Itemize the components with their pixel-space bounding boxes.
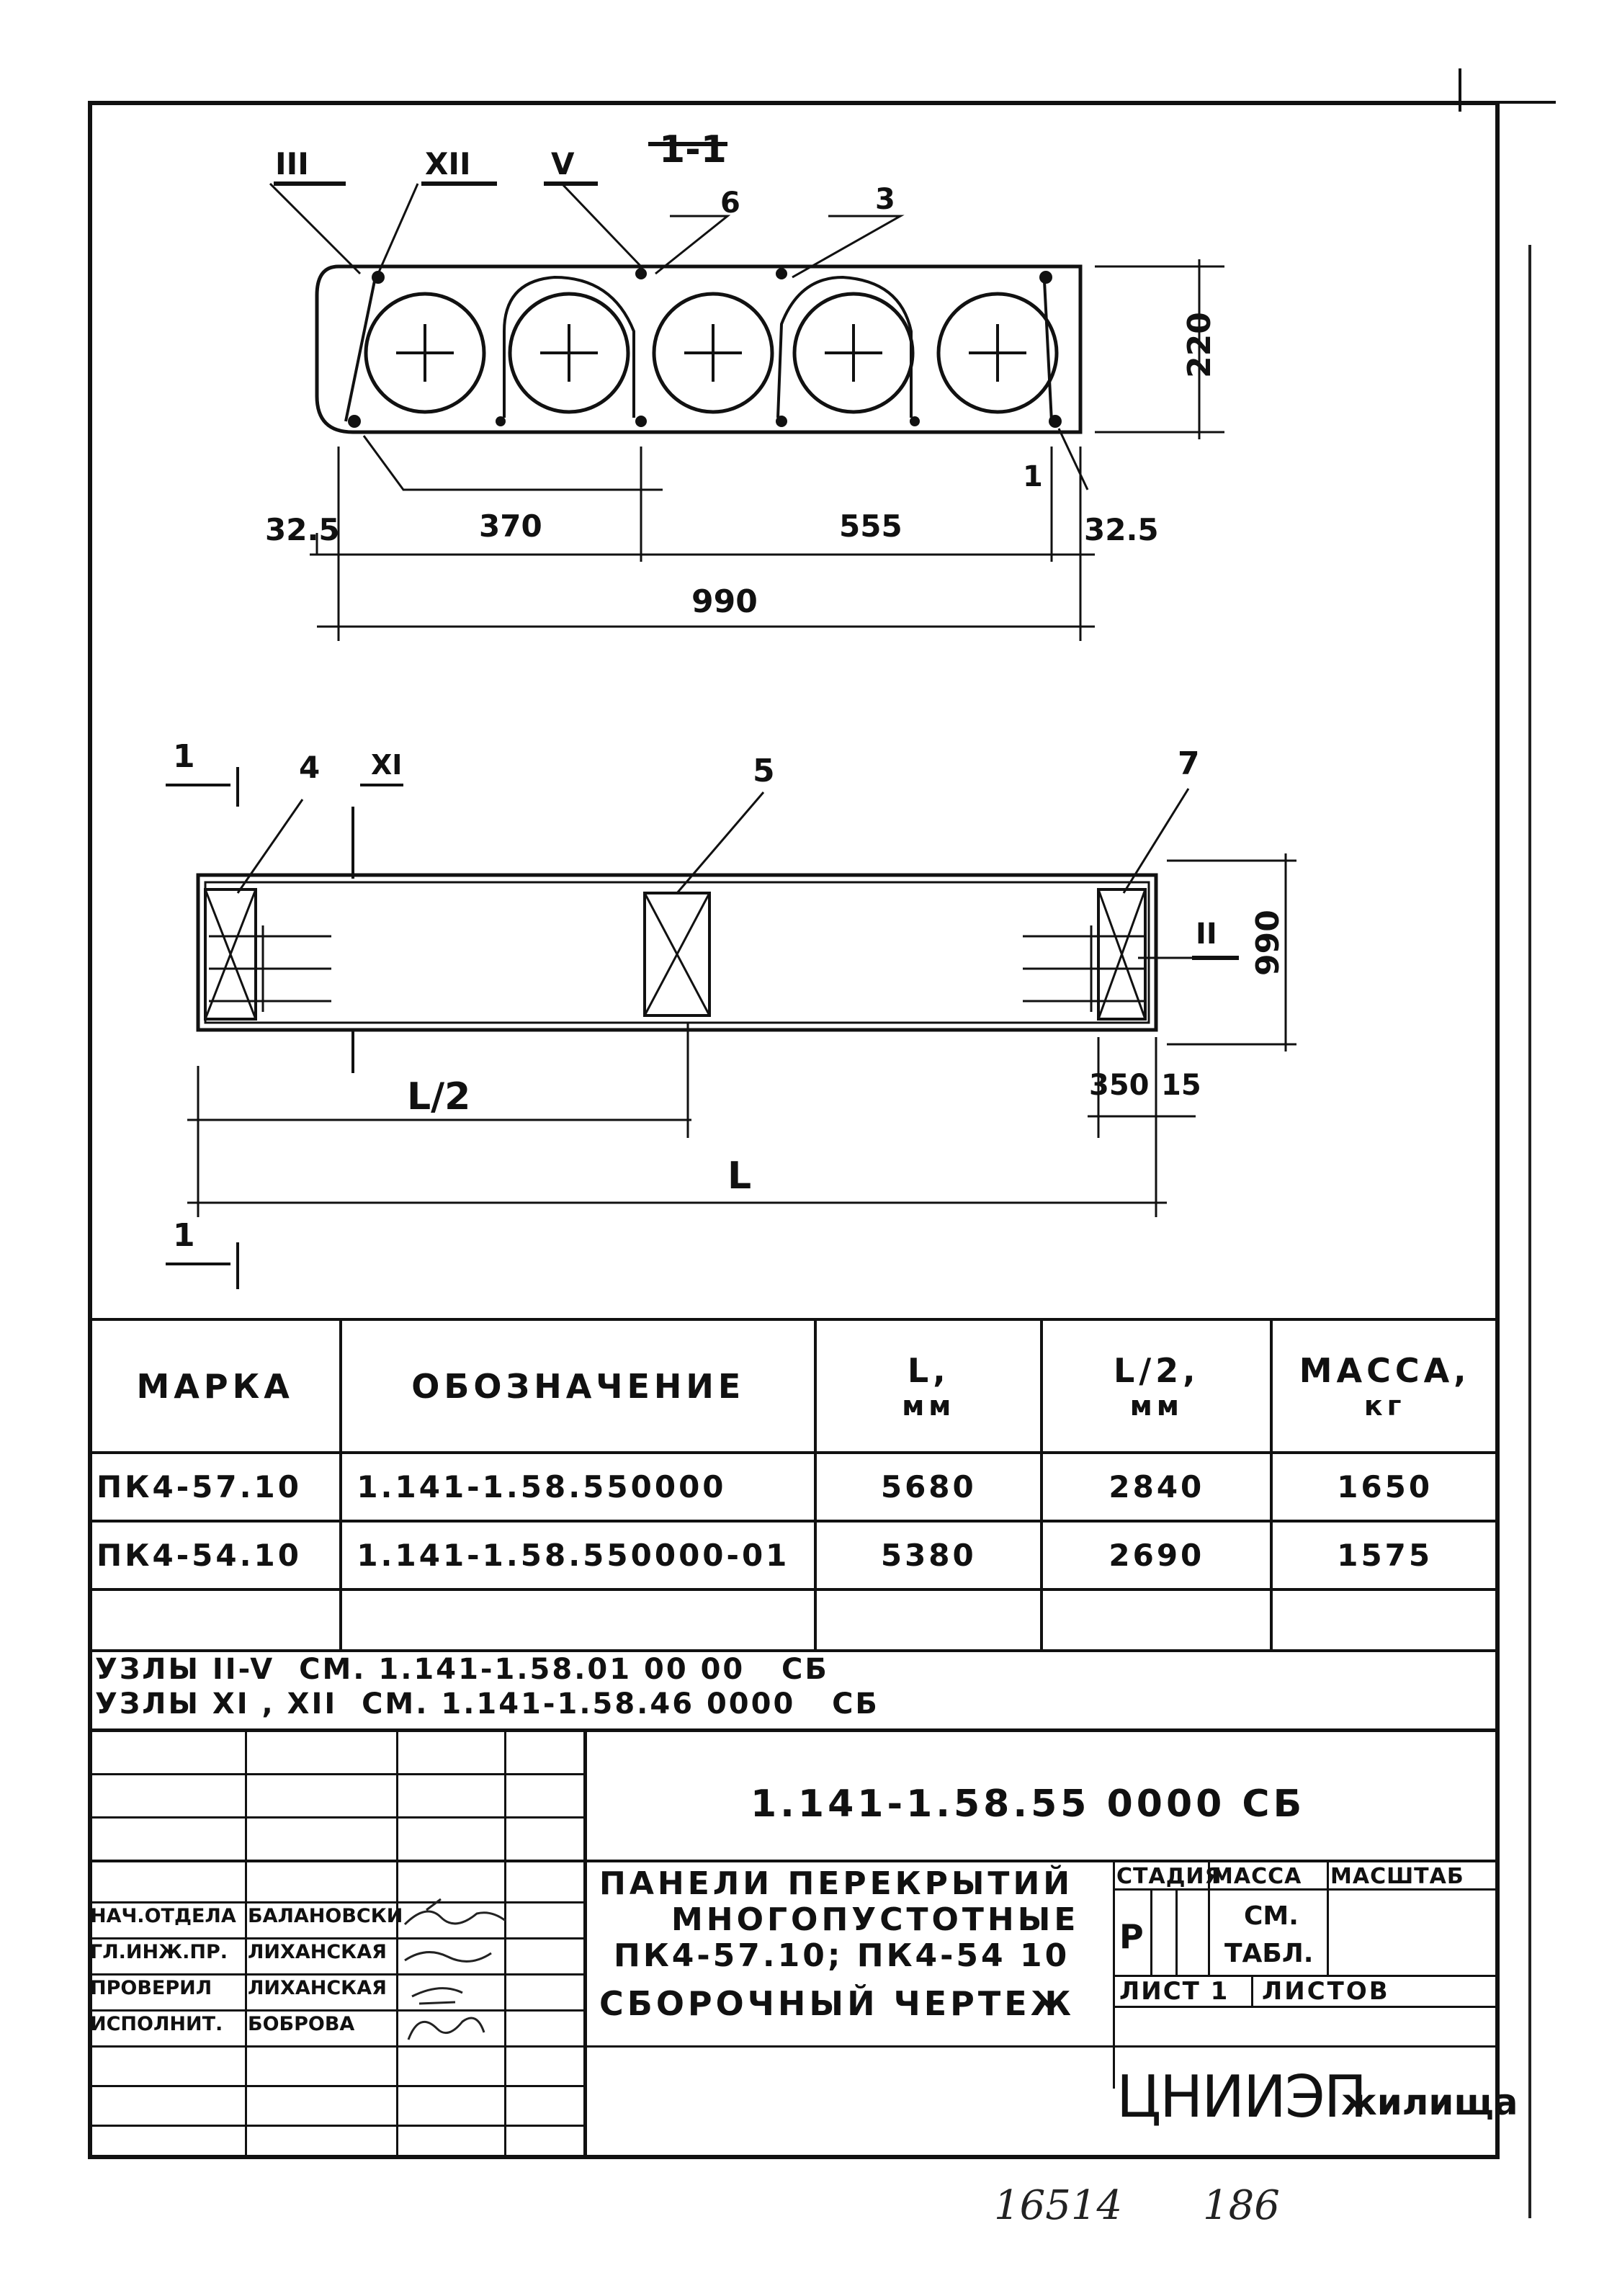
callout-1: 1: [1023, 460, 1043, 493]
dim-height: 220: [1181, 312, 1218, 378]
staff-name: БОБРОВА: [248, 2013, 355, 2035]
handwritten-number-left: 16514: [994, 2182, 1123, 2229]
header-length: [815, 1319, 1042, 1453]
title-line-4: СБОРОЧНЫЙ ЧЕРТЕЖ: [599, 1984, 1075, 2023]
row-designation: 1.141-1.58.550000: [341, 1453, 815, 1521]
spec-table: [88, 1318, 1500, 1652]
header-length-unit: мм: [902, 1389, 956, 1422]
title-line-3: ПК4-57.10; ПК4-54 10: [614, 1937, 1070, 1974]
tb-top-border: [88, 1728, 1500, 1732]
row-designation: 1.141-1.58.550000-01: [341, 1521, 815, 1589]
mass-value-line-2: ТАБЛ.: [1224, 1939, 1314, 1968]
sheet-label: ЛИСТ 1: [1119, 1977, 1229, 2006]
cut-mark-bottom: 1: [173, 1217, 195, 1254]
dim-left: 370: [479, 508, 542, 544]
header-half-unit: мм: [1129, 1389, 1183, 1422]
row-mass: 1575: [1271, 1521, 1498, 1589]
org-logo: ЦНИИЭП: [1116, 2063, 1366, 2130]
dim-edge-left: 32.5: [265, 512, 340, 547]
handwritten-number-right: 186: [1203, 2182, 1280, 2229]
staff-name: ЛИХАНСКАЯ: [248, 1977, 387, 1999]
plan-texts: [173, 738, 1286, 1254]
staff-role: НАЧ.ОТДЕЛА: [90, 1905, 236, 1927]
plan-view: [166, 767, 1296, 1289]
section-title: 1-1: [659, 128, 727, 171]
callout-xi: XI: [371, 749, 403, 781]
note-nodes-xi-xii: УЗЛЫ XI , XII СМ. 1.141-1.58.46 0000 СБ: [95, 1687, 879, 1721]
header-mass-label: МАССА,: [1299, 1350, 1471, 1390]
staff-role: ГЛ.ИНЖ.ПР.: [90, 1941, 228, 1963]
staff-name: БАЛАНОВСКИ: [248, 1905, 403, 1927]
callout-6: 6: [720, 187, 740, 220]
row-mark: ПК4-54.10: [89, 1521, 341, 1589]
staff-role: ИСПОЛНИТ.: [90, 2013, 223, 2035]
staff-role: ПРОВЕРИЛ: [90, 1977, 212, 1999]
cut-mark-top: 1: [173, 738, 195, 775]
stage-value: Р: [1119, 1917, 1144, 1956]
mass-label: МАССА: [1211, 1864, 1302, 1889]
staff-name: ЛИХАНСКАЯ: [248, 1941, 387, 1963]
title-line-1: ПАНЕЛИ ПЕРЕКРЫТИЙ: [599, 1865, 1074, 1902]
callout-5: 5: [753, 753, 775, 789]
header-mass: [1271, 1319, 1498, 1453]
header-mark: МАРКА: [89, 1319, 341, 1453]
callout-4: 4: [299, 750, 321, 785]
section-view: [270, 144, 1224, 641]
table-row: [89, 1453, 1498, 1521]
header-half: [1042, 1319, 1271, 1453]
dim-total: 990: [691, 583, 758, 620]
callout-7: 7: [1178, 745, 1200, 782]
org-suffix: жилища: [1341, 2081, 1518, 2123]
dim-half-length: L/2: [407, 1075, 471, 1118]
row-mark: ПК4-57.10: [89, 1453, 341, 1521]
stage-label: СТАДИЯ: [1116, 1864, 1222, 1889]
dim-right: 555: [839, 508, 902, 544]
doc-code: 1.141-1.58.55 0000 СБ: [751, 1782, 1306, 1826]
row-mass: 1650: [1271, 1453, 1498, 1521]
row-length: 5680: [815, 1453, 1042, 1521]
header-half-label: L/2,: [1114, 1350, 1200, 1390]
row-half: 2840: [1042, 1453, 1271, 1521]
title-block: [88, 1728, 1518, 2159]
callout-xii: XII: [425, 146, 471, 181]
signatures: [398, 1896, 542, 2054]
section-texts: [265, 128, 1218, 620]
spec-header-row: [89, 1319, 1498, 1453]
dim-edge-right: 32.5: [1084, 512, 1159, 547]
callout-ii: II: [1196, 918, 1217, 951]
note-nodes-ii-v: УЗЛЫ II-V СМ. 1.141-1.58.01 00 00 СБ: [95, 1653, 829, 1686]
callout-iii: III: [275, 146, 309, 181]
row-half: 2690: [1042, 1521, 1271, 1589]
scale-label: МАСШТАБ: [1330, 1864, 1464, 1889]
title-line-2: МНОГОПУСТОТНЫЕ: [671, 1901, 1080, 1938]
dim-full-length: L: [727, 1154, 752, 1198]
table-row-empty: [89, 1589, 1498, 1651]
table-row: [89, 1521, 1498, 1589]
sheets-label: ЛИСТОВ: [1262, 1977, 1390, 2006]
mass-value-line-1: СМ.: [1244, 1901, 1299, 1931]
callout-v: V: [551, 146, 575, 181]
callout-3: 3: [875, 183, 895, 216]
dim-plan-width: 990: [1250, 910, 1286, 976]
header-mass-unit: кг: [1363, 1389, 1406, 1422]
header-length-label: L,: [907, 1350, 950, 1390]
dim-end-a: 350: [1089, 1069, 1150, 1102]
dim-end-b: 15: [1161, 1069, 1201, 1102]
header-designation: ОБОЗНАЧЕНИЕ: [341, 1319, 815, 1453]
row-length: 5380: [815, 1521, 1042, 1589]
